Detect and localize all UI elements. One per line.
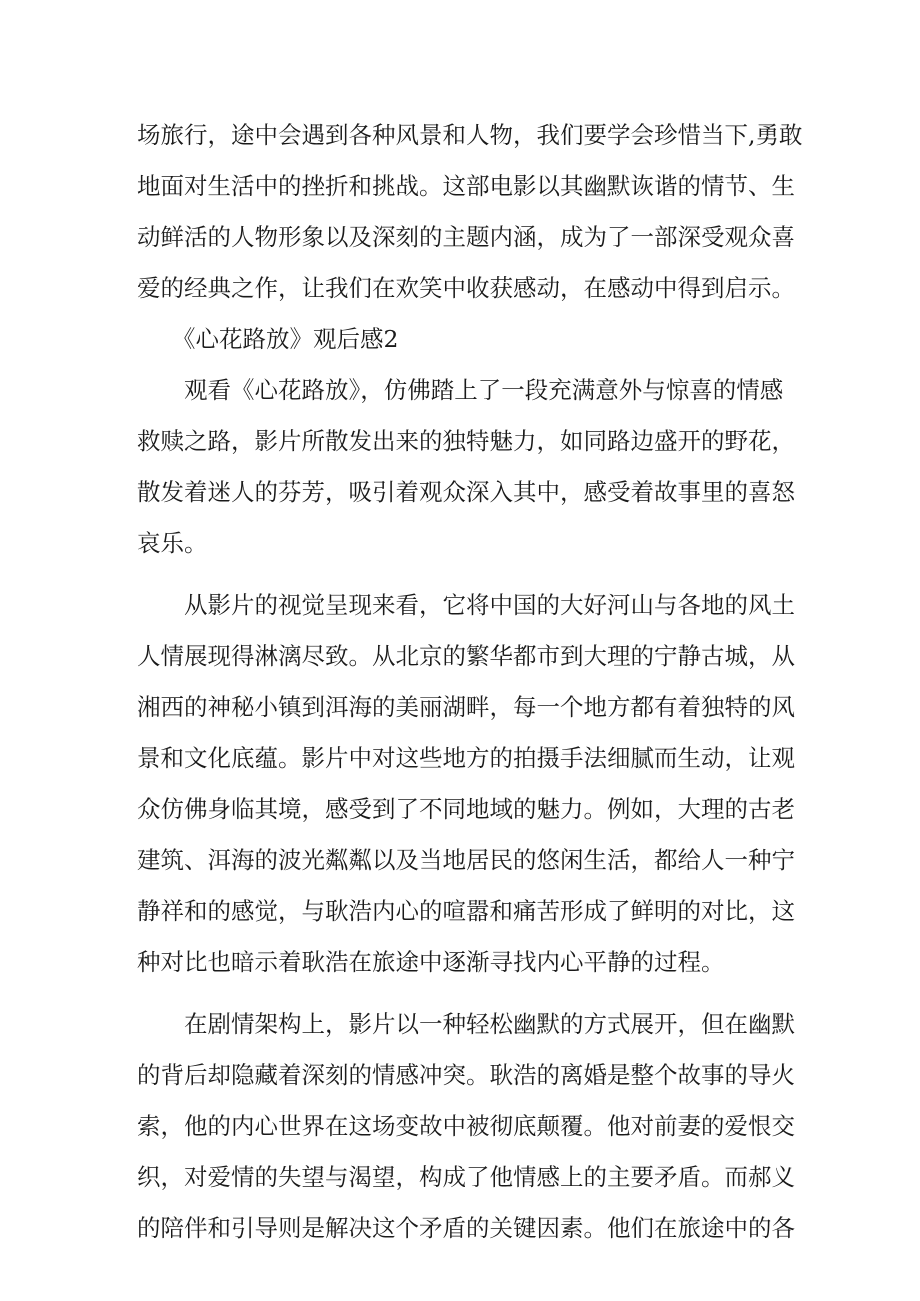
paragraph-visual <box>137 580 795 988</box>
text-line: 索，他的内心世界在这场变故中被彻底颠覆。他对前妻的爱恨交 <box>137 1112 795 1140</box>
text-line: 织，对爱情的失望与渴望，构成了他情感上的主要矛盾。而郝义 <box>137 1163 795 1191</box>
text-line: 动鲜活的人物形象以及深刻的主题内涵，成为了一部深受观众喜 <box>137 223 795 251</box>
text-line: 哀乐。 <box>137 529 208 557</box>
text-line: 散发着迷人的芬芳，吸引着观众深入其中，感受着故事里的喜怒 <box>137 478 795 506</box>
text-line: 的陪伴和引导则是解决这个矛盾的关键因素。他们在旅途中的各 <box>137 1214 795 1242</box>
text-line: 地面对生活中的挫折和挑战。这部电影以其幽默诙谐的情节、生 <box>137 172 795 200</box>
text-line: 在剧情架构上，影片以一种轻松幽默的方式展开，但在幽默 <box>184 1010 795 1038</box>
paragraph-continuation <box>137 110 803 314</box>
text-line: 建筑、洱海的波光粼粼以及当地居民的悠闲生活，都给人一种宁 <box>137 846 795 874</box>
text-line: 人情展现得淋漓尽致。从北京的繁华都市到大理的宁静古城，从 <box>137 642 795 670</box>
text-line: 景和文化底蕴。影片中对这些地方的拍摄手法细腻而生动，让观 <box>137 744 795 772</box>
text-line: 的背后却隐藏着深刻的情感冲突。耿浩的离婚是整个故事的导火 <box>137 1061 795 1089</box>
text-line: 种对比也暗示着耿浩在旅途中逐渐寻找内心平静的过程。 <box>137 948 725 976</box>
text-line: 爱的经典之作，让我们在欢笑中收获感动，在感动中得到启示。 <box>137 274 795 302</box>
text-line: 从影片的视觉呈现来看，它将中国的大好河山与各地的风土 <box>184 591 795 619</box>
paragraph-intro <box>137 365 795 569</box>
paragraph-gap <box>137 569 783 580</box>
text-line: 观看《心花路放》，仿佛踏上了一段充满意外与惊喜的情感 <box>184 376 784 404</box>
paragraph-gap <box>137 988 783 999</box>
section-heading: 《心花路放》观后感2 <box>172 325 399 353</box>
text-line: 救赎之路，影片所散发出来的独特魅力，如同路边盛开的野花， <box>137 427 795 455</box>
text-line: 湘西的神秘小镇到洱海的美丽湖畔，每一个地方都有着独特的风 <box>137 693 795 721</box>
text-line: 众仿佛身临其境，感受到了不同地域的魅力。例如，大理的古老 <box>137 795 795 823</box>
text-line: 场旅行，途中会遇到各种风景和人物，我们要学会珍惜当下,勇敢 <box>137 121 803 149</box>
text-line: 静祥和的感觉，与耿浩内心的喧嚣和痛苦形成了鲜明的对比，这 <box>137 897 795 925</box>
paragraph-plot <box>137 999 795 1254</box>
document-body <box>137 110 803 1254</box>
